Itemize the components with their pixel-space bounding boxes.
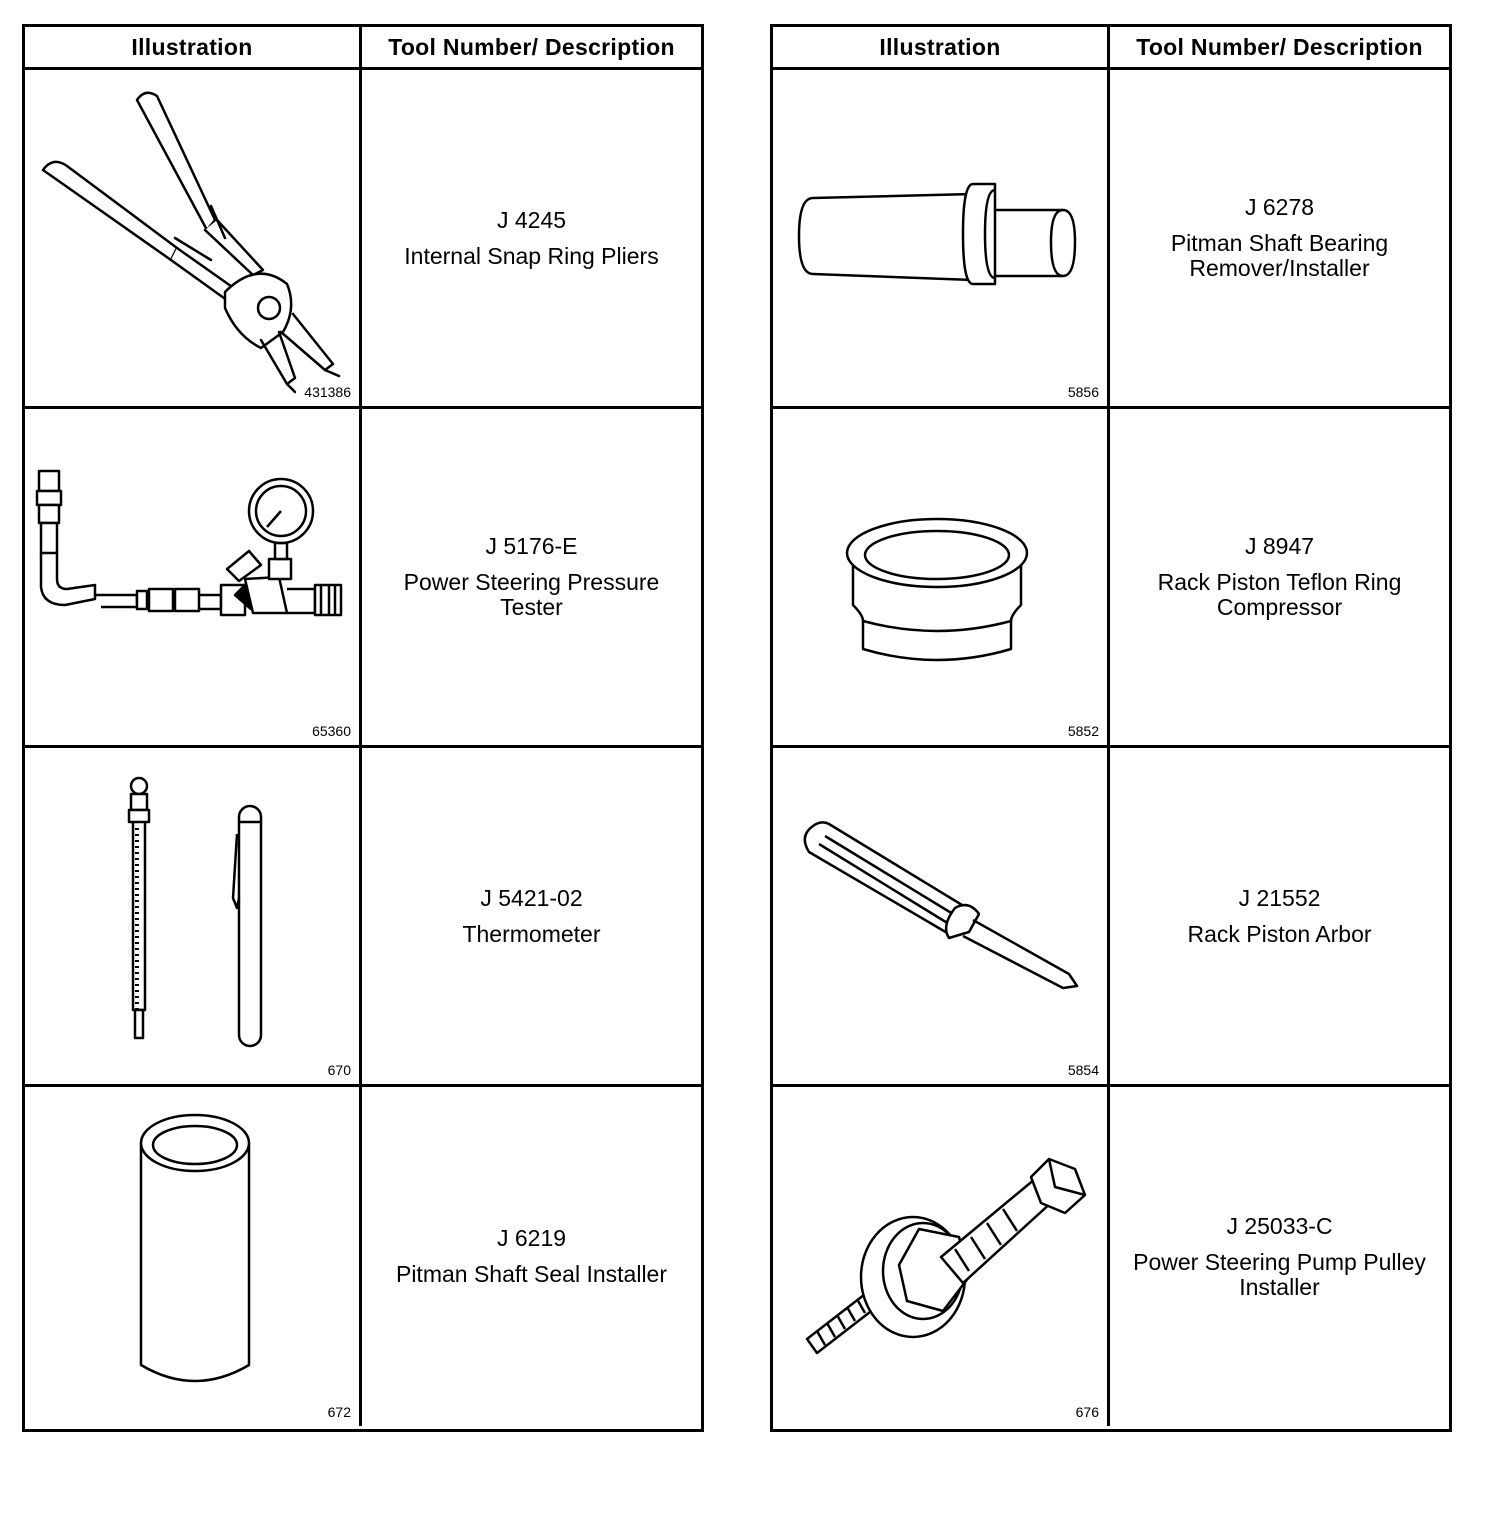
tool-number: J 4245: [496, 206, 567, 233]
tool-description-cell: [1110, 1087, 1449, 1426]
tool-number: J 5421-02: [480, 884, 583, 911]
figure-number: 5852: [1067, 723, 1099, 739]
illustration-cell: [773, 409, 1110, 745]
header-tool-number: Tool Number/ Description: [388, 33, 675, 60]
figure-number: 431386: [304, 384, 351, 400]
figure-number: 65360: [312, 723, 351, 739]
header-tool-number: Tool Number/ Description: [1136, 33, 1423, 60]
bearing-remover-icon: [773, 70, 1107, 406]
thermometer-icon: [25, 748, 359, 1084]
tool-number: J 6219: [496, 1225, 567, 1251]
illustration-cell: [773, 70, 1110, 406]
tool-description-cell: [1110, 409, 1449, 745]
figure-number: 672: [327, 1404, 351, 1420]
tool-description: Pitman Shaft Bearing Remover/Installer: [1170, 230, 1389, 281]
tool-description-cell: [1110, 70, 1449, 406]
tool-number: J 8947: [1244, 533, 1315, 559]
pulley-installer-icon: [773, 1087, 1107, 1423]
tool-number: J 21552: [1238, 884, 1321, 911]
illustration-cell: [773, 748, 1110, 1084]
figure-number: 670: [327, 1062, 351, 1078]
illustration-cell: [773, 1087, 1110, 1426]
figure-number: 5856: [1067, 384, 1099, 400]
table-row: [25, 1087, 701, 1426]
figure-number: 676: [1075, 1404, 1099, 1420]
header-illustration: Illustration: [25, 27, 362, 67]
header-illustration: Illustration: [773, 27, 1110, 67]
illustration-cell: [25, 70, 362, 406]
pressure-tester-icon: [25, 409, 359, 745]
tool-description: Power Steering Pump Pulley Installer: [1133, 1248, 1426, 1300]
table-row: [773, 70, 1449, 409]
table-row: [25, 748, 701, 1087]
table-row: [773, 748, 1449, 1087]
tool-description-cell: [1110, 748, 1449, 1084]
tool-description: Power Steering Pressure Tester: [403, 569, 660, 620]
tool-description: Pitman Shaft Seal Installer: [395, 1261, 668, 1287]
tool-description: Rack Piston Teflon Ring Compressor: [1157, 569, 1402, 620]
table-header: [773, 27, 1449, 70]
tool-description-cell: [362, 409, 701, 745]
tool-table-right: [770, 24, 1452, 1432]
tool-description-cell: [362, 70, 701, 406]
illustration-cell: [25, 409, 362, 745]
tool-number: J 25033-C: [1226, 1212, 1333, 1239]
illustration-cell: [25, 748, 362, 1084]
tool-number: J 5176-E: [485, 533, 578, 559]
figure-number: 5854: [1067, 1062, 1099, 1078]
table-row: [25, 70, 701, 409]
seal-installer-icon: [25, 1087, 359, 1423]
snap-ring-pliers-icon: [25, 70, 359, 406]
tool-number: J 6278: [1244, 194, 1315, 220]
table-row: [773, 409, 1449, 748]
tool-description: Rack Piston Arbor: [1187, 920, 1372, 947]
tool-table-left: [22, 24, 704, 1432]
piston-arbor-icon: [773, 748, 1107, 1084]
tool-description-cell: [362, 1087, 701, 1426]
tool-description: Internal Snap Ring Pliers: [404, 242, 659, 269]
tool-description: Thermometer: [462, 920, 601, 947]
table-header: [25, 27, 701, 70]
table-row: [773, 1087, 1449, 1426]
ring-compressor-icon: [773, 409, 1107, 745]
illustration-cell: [25, 1087, 362, 1426]
tool-description-cell: [362, 748, 701, 1084]
table-row: [25, 409, 701, 748]
